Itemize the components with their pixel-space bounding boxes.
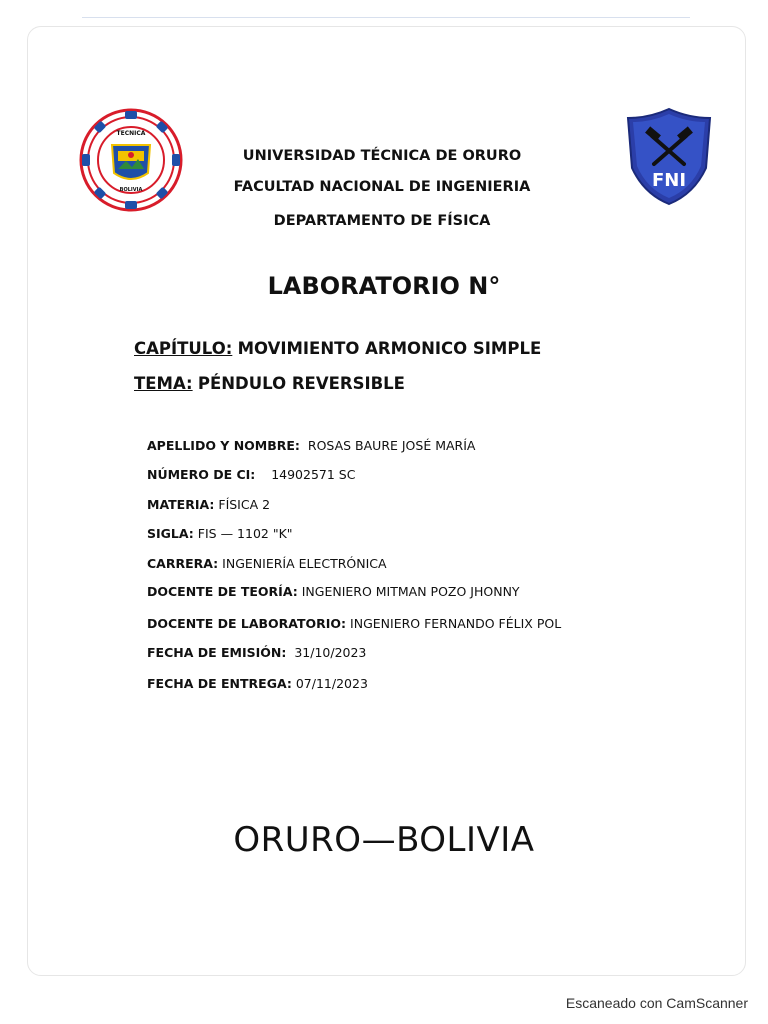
info-value: INGENIERÍA ELECTRÓNICA (222, 556, 387, 571)
university-name: UNIVERSIDAD TÉCNICA DE ORURO (242, 148, 522, 164)
info-row-name (147, 438, 475, 453)
scanner-watermark: Escaneado con CamScanner (565, 995, 748, 1011)
shield-text: FNI (651, 170, 687, 191)
info-label: MATERIA: (147, 497, 215, 512)
faculty-name: FACULTAD NACIONAL DE INGENIERIA (233, 179, 531, 195)
info-row-subject (147, 497, 270, 512)
info-value: 14902571 SC (271, 467, 356, 482)
info-value: INGENIERO MITMAN POZO JHONNY (301, 584, 520, 599)
info-value: FÍSICA 2 (218, 497, 271, 512)
info-row-issue-date (147, 645, 366, 660)
footer-city: ORURO—BOLIVIA (233, 820, 535, 860)
seal-text-top: TECNICA (116, 130, 146, 137)
scan-edge-line (82, 17, 690, 18)
info-row-ci (147, 467, 355, 482)
info-row-theory-teacher (147, 584, 520, 599)
info-label: NÚMERO DE CI: (147, 467, 256, 482)
info-label: CARRERA: (147, 556, 219, 571)
info-label: APELLIDO Y NOMBRE: (147, 438, 300, 453)
info-value: 07/11/2023 (295, 676, 368, 691)
chapter-row (134, 339, 541, 358)
info-value: 31/10/2023 (294, 645, 367, 660)
info-value: ROSAS BAURE JOSÉ MARÍA (307, 438, 476, 453)
topic-row (134, 374, 405, 393)
info-value: INGENIERO FERNANDO FÉLIX POL (350, 616, 562, 631)
info-label: DOCENTE DE LABORATORIO: (147, 616, 347, 631)
info-row-delivery-date (147, 676, 368, 691)
info-row-career (147, 556, 387, 571)
info-label: FECHA DE EMISIÓN: (147, 645, 287, 660)
topic-label: TEMA: (134, 374, 193, 393)
info-label: DOCENTE DE TEORÍA: (147, 584, 298, 599)
seal-text-bottom: BOLIVIA (119, 187, 143, 193)
department-name: DEPARTAMENTO DE FÍSICA (273, 213, 491, 229)
info-row-lab-teacher (147, 616, 561, 631)
info-value: FIS — 1102 "K" (197, 526, 293, 541)
chapter-label: CAPÍTULO: (134, 339, 233, 358)
lab-title: LABORATORIO N° (267, 272, 501, 300)
info-label: FECHA DE ENTREGA: (147, 676, 292, 691)
info-row-code (147, 526, 293, 541)
info-label: SIGLA: (147, 526, 194, 541)
topic-value: PÉNDULO REVERSIBLE (197, 374, 405, 393)
chapter-value: MOVIMIENTO ARMONICO SIMPLE (237, 339, 542, 358)
